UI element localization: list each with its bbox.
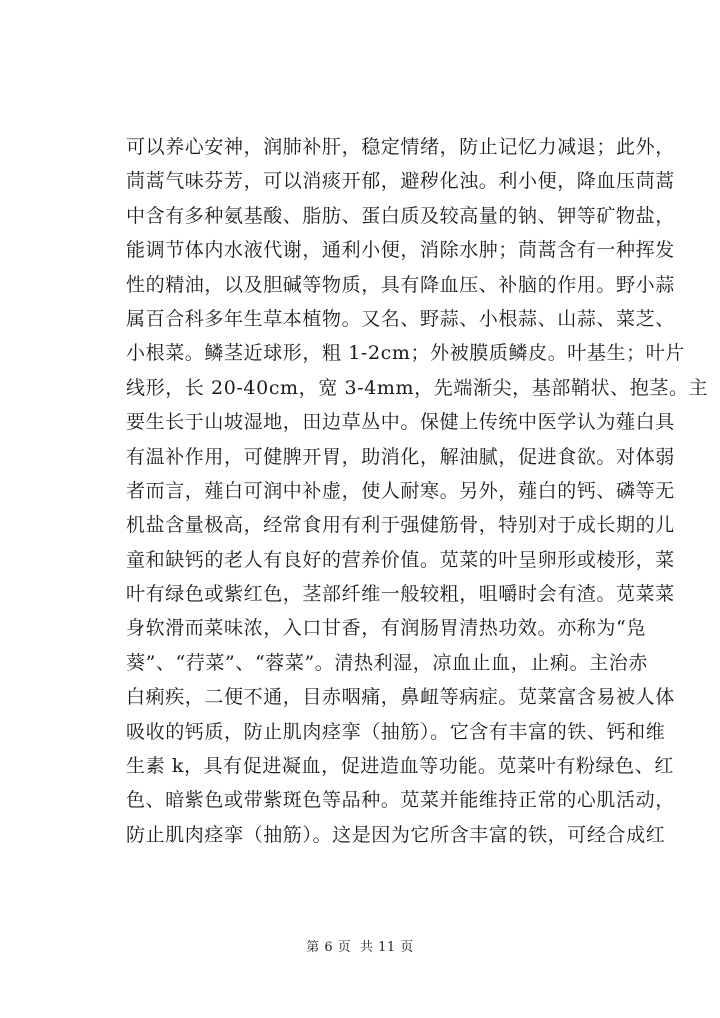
text-line: 性的精油，以及胆碱等物质，具有降血压、补脑的作用。野小蒜 [126,273,675,296]
text-line: 色、暗紫色或带紫斑色等品种。苋菜并能维持正常的心肌活动， [126,789,675,812]
text-line: 机盐含量极高，经常食用有利于强健筋骨，特别对于成长期的儿 [126,514,675,537]
text-line: 线形，长 20-40cm，宽 3-4mm，先端渐尖，基部鞘状、抱茎。主 [126,376,709,399]
text-line: 叶有绿色或紫红色，茎部纤维一般较粗，咀嚼时会有渣。苋菜菜 [126,583,675,606]
text-line: 中含有多种氨基酸、脂肪、蛋白质及较高量的钠、钾等矿物盐， [126,204,675,227]
page-number: 第 6 页 [306,940,352,955]
text-line: 茼蒿气味芬芳，可以消痰开郁，避秽化浊。利小便，降血压茼蒿 [126,170,675,193]
text-line: 童和缺钙的老人有良好的营养价值。苋菜的叶呈卵形或棱形，菜 [126,548,675,571]
page-total: 共 11 页 [359,940,414,955]
text-line: 属百合科多年生草本植物。又名、野蒜、小根蒜、山蒜、菜芝、 [126,307,675,330]
text-line: 葵”、“荇菜”、“蓉菜”。清热利湿，凉血止血，止痢。主治赤 [126,651,648,674]
text-line: 生素 k，具有促进凝血，促进造血等功能。苋菜叶有粉绿色、红 [126,755,674,778]
text-line: 小根菜。鳞茎近球形，粗 1-2cm；外被膜质鳞皮。叶基生；叶片 [126,342,685,365]
body-text [126,130,709,852]
page-footer [0,936,720,955]
text-line: 能调节体内水液代谢，通利小便，消除水肿；茼蒿含有一种挥发 [126,239,675,262]
text-line: 吸收的钙质，防止肌肉痉挛（抽筋）。它含有丰富的铁、钙和维 [126,720,666,743]
text-line: 者而言，薤白可润中补虚，使人耐寒。另外，薤白的钙、磷等无 [126,479,675,502]
text-line: 要生长于山坡湿地，田边草丛中。保健上传统中医学认为薤白具 [126,411,675,434]
text-line: 身软滑而菜味浓，入口甘香，有润肠胃清热功效。亦称为“凫 [126,617,646,640]
text-line: 有温补作用，可健脾开胃，助消化，解油腻，促进食欲。对体弱 [126,445,675,468]
text-line: 防止肌肉痉挛（抽筋）。这是因为它所含丰富的铁，可经合成红 [126,823,666,846]
text-line: 白痢疾，二便不通，目赤咽痛，鼻衄等病症。苋菜富含易被人体 [126,686,675,709]
text-line: 可以养心安神，润肺补肝，稳定情绪，防止记忆力减退；此外， [126,136,675,158]
